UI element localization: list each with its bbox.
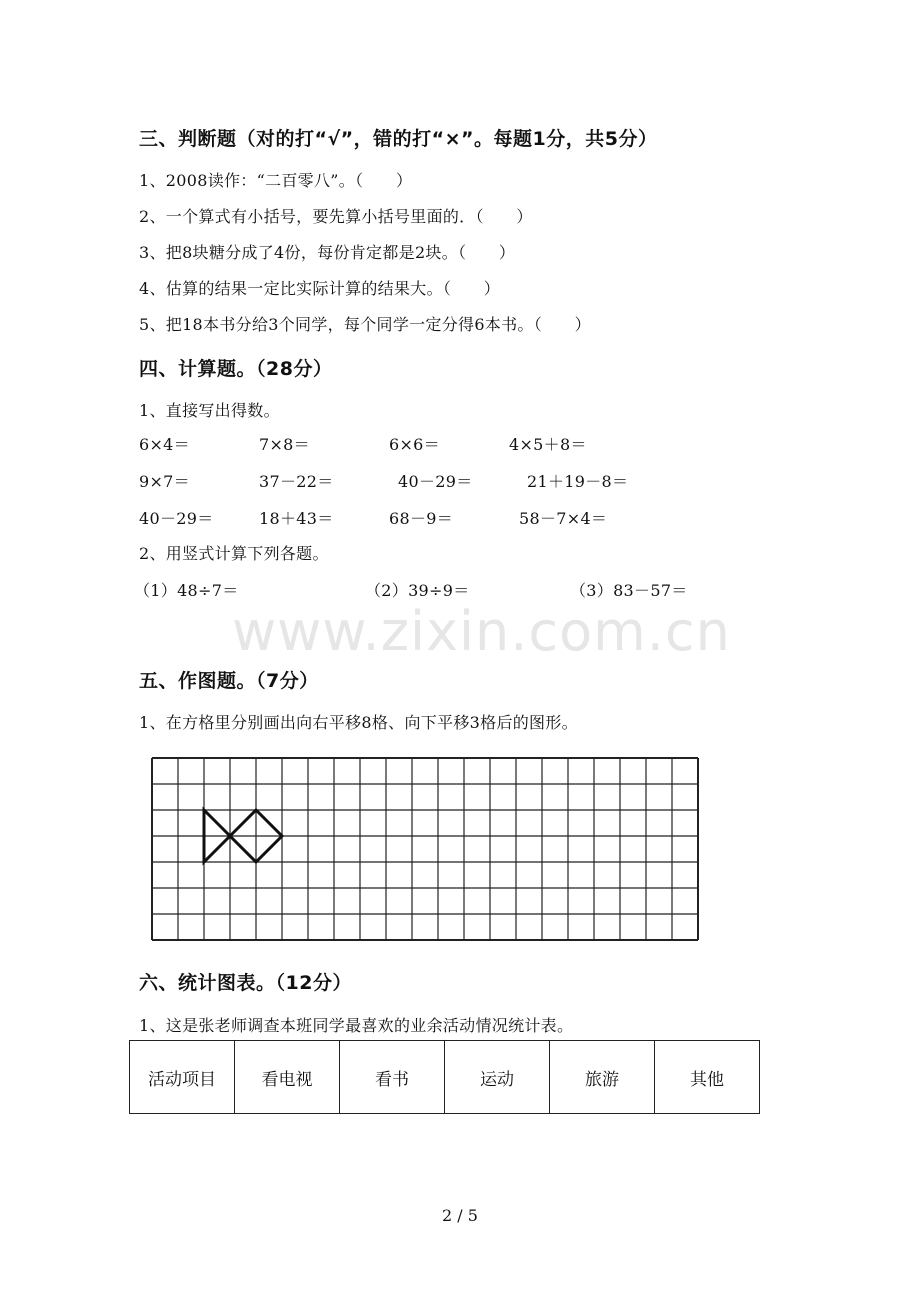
calc-cell: 40－29＝ [139, 509, 214, 528]
drawing-q1-label: 1、在方格里分别画出向右平移8格、向下平移3格后的图形。 [139, 713, 578, 732]
section3-title: 三、判断题（对的打“√”，错的打“×”。每题1分，共5分） [139, 128, 658, 150]
square-grid[interactable] [150, 754, 706, 944]
section5-title: 五、作图题。（7分） [139, 670, 319, 692]
table-header-cell: 活动项目 [130, 1041, 235, 1114]
stats-q1-label: 1、这是张老师调查本班同学最喜欢的业余活动情况统计表。 [139, 1016, 574, 1035]
table-header-cell: 看书 [340, 1041, 445, 1114]
judge-item-5: 5、把18本书分给3个同学，每个同学一定分得6本书。（ ） [139, 315, 591, 334]
judge-item-1: 1、2008读作：“二百零八”。（ ） [139, 171, 413, 190]
watermark: www.zixin.com.cn [232, 600, 731, 663]
calc-q1-label: 1、直接写出得数。 [139, 401, 280, 420]
section4-title: 四、计算题。（28分） [139, 358, 333, 380]
section6-title: 六、统计图表。（12分） [139, 972, 352, 994]
vertical-calc-2: （2）39÷9＝ [365, 581, 470, 600]
judge-item-2: 2、一个算式有小括号，要先算小括号里面的．（ ） [139, 207, 533, 226]
page-number: 2 / 5 [442, 1206, 478, 1225]
calc-cell: 37－22＝ [259, 472, 334, 491]
vertical-calc-3: （3）83－57＝ [570, 581, 688, 600]
table-row [130, 1041, 760, 1114]
calc-q2-label: 2、用竖式计算下列各题。 [139, 544, 329, 563]
judge-item-3: 3、把8块糖分成了4份，每份肯定都是2块。（ ） [139, 243, 516, 262]
calc-cell: 4×5＋8＝ [509, 435, 587, 454]
calc-cell: 6×6＝ [389, 435, 440, 454]
table-header-cell: 运动 [445, 1041, 550, 1114]
table-header-cell: 其他 [655, 1041, 760, 1114]
table-header-cell: 看电视 [235, 1041, 340, 1114]
calc-cell: 40－29＝ [398, 472, 473, 491]
calc-cell: 58－7×4＝ [519, 509, 608, 528]
calc-cell: 21＋19－8＝ [527, 472, 629, 491]
activity-stats-table [129, 1040, 760, 1114]
calc-cell: 7×8＝ [259, 435, 310, 454]
calc-cell: 68－9＝ [389, 509, 454, 528]
calc-cell: 18＋43＝ [259, 509, 334, 528]
table-header-cell: 旅游 [550, 1041, 655, 1114]
vertical-calc-1: （1）48÷7＝ [134, 581, 239, 600]
judge-item-4: 4、估算的结果一定比实际计算的结果大。（ ） [139, 279, 501, 298]
grid-lines [152, 758, 698, 940]
calc-cell: 6×4＝ [139, 435, 190, 454]
calc-cell: 9×7＝ [139, 472, 190, 491]
